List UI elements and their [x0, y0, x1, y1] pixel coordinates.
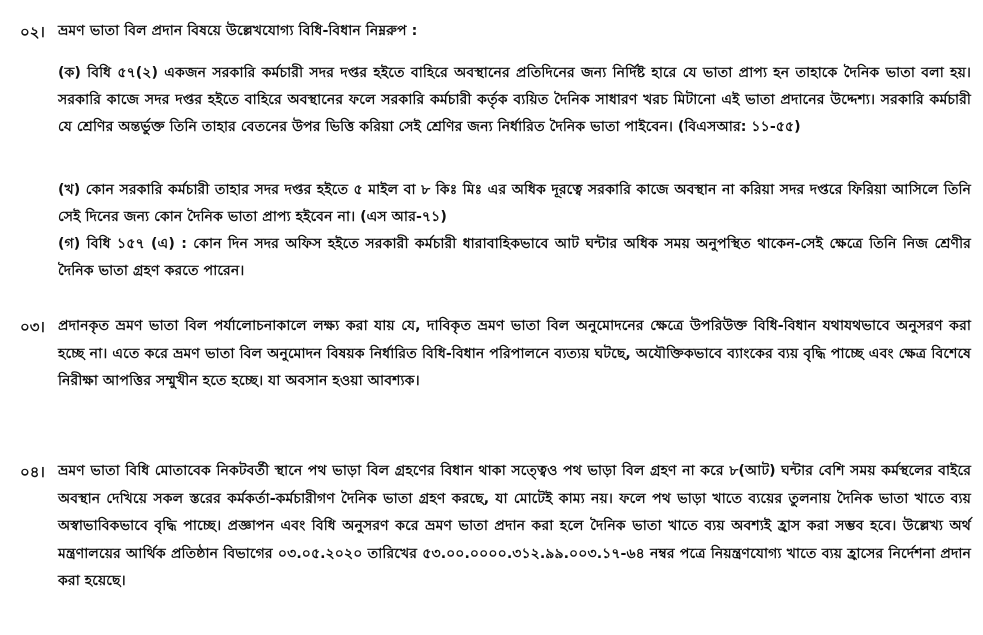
rule-item-ga [58, 231, 971, 285]
rule-item-kha [58, 177, 971, 231]
section-number: ০৪। [20, 463, 45, 481]
section-heading: ভ্রমণ ভাতা বিল প্রদান বিষয়ে উল্লেখযোগ্য বিধি-বিধান নিম্নরুপ : [58, 23, 418, 39]
rule-item-text: (ক) বিধি ৫৭(২) একজন সরকারি কর্মচারী সদর দপ্তর হইতে বাহিরে অবস্থানের প্রতিদিনের জন্য নির্দিষ্ট হারে যে ভাতা প্রাপ্য হন তাহাকে দৈনিক ভাতা বলা হয়। সরকারি কাজে সদর দপ্তর হইতে বাহিরে অবস্থানের ফলে সরকারি কর্মচারী কর্তৃক ব্যয়িত দৈনিক সাধারণ খরচ মিটানো এই ভাতা প্রদানের উদ্দেশ্য। সরকারি কর্মচারী যে শ্রেণির অন্তর্ভুক্ত তিনি তাহার বেতনের উপর ভিত্তি করিয়া সেই শ্রেণির জন্য নির্ধারিত দৈনিক ভাতা পাইবেন। (বিএসআর: ১১-৫৫) [58, 65, 971, 135]
rule-item-text: (গ) বিধি ১৫৭ (এ) : কোন দিন সদর অফিস হইতে সরকারী কর্মচারী ধারাবাহিকভাবে আট ঘন্টার অধিক সময় অনুপস্থিত থাকেন-সেই ক্ষেত্রে তিনি নিজ শ্রেণীর দৈনিক ভাতা গ্রহণ করতে পারেন। [58, 236, 971, 279]
section-paragraph: প্রদানকৃত ভ্রমণ ভাতা বিল পর্যালোচনাকালে লক্ষ্য করা যায় যে, দাবিকৃত ভ্রমণ ভাতা বিল অনুমোদনের ক্ষেত্রে উপরিউক্ত বিধি-বিধান যথাযথভাবে অনুসরণ করা হচ্ছে না। এতে করে ভ্রমণ ভাতা বিল অনুমোদন বিষয়ক নির্ধারিত বিধি-বিধান পরিপালনে ব্যত্যয় ঘটছে, অযৌক্তিকভাবে ব্যাংকের ব্যয় বৃদ্ধি পাচ্ছে এবং ক্ষেত্র বিশেষে নিরীক্ষা আপত্তির সম্মুখীন হতে হচ্ছে। যা অবসান হওয়া আবশ্যক। [58, 318, 971, 389]
section-number: ০২। [20, 23, 45, 41]
rule-item-ka [58, 60, 971, 141]
section-paragraph: ভ্রমণ ভাতা বিধি মোতাবেক নিকটবর্তী স্থানে পথ ভাড়া বিল গ্রহণের বিধান থাকা সত্ত্বেও পথ ভাড়া বিল গ্রহণ না করে ৮(আট) ঘন্টার বেশি সময় কর্মস্থলের বাইরে অবস্থান দেখিয়ে সকল স্তরের কর্মকর্তা-কর্মচারীগণ দৈনিক ভাতা গ্রহণ করছে, যা মোটেই কাম্য নয়। ফলে পথ ভাড়া খাতে ব্যয়ের তুলনায় দৈনিক ভাতা খাতে ব্যয় অস্বাভাবিকভাবে বৃদ্ধি পাচ্ছে। প্রজ্ঞাপন এবং বিধি অনুসরণ করে ভ্রমণ ভাতা প্রদান করা হলে দৈনিক ভাতা খাতে ব্যয় অবশ্যই হ্রাস করা সম্ভব হবে। উল্লেখ্য অর্থ মন্ত্রণালয়ের আর্থিক প্রতিষ্ঠান বিভাগের ০৩.০৫.২০২০ তারিখের ৫৩.০০.০০০০.৩১২.৯৯.০০৩.১৭-৬৪ নম্বর পত্রে নিয়ন্ত্রণযোগ্য খাতে ব্যয় হ্রাসের নির্দেশনা প্রদান করা হয়েছে। [58, 463, 971, 589]
rule-item-text: (খ) কোন সরকারি কর্মচারী তাহার সদর দপ্তর হইতে ৫ মাইল বা ৮ কিঃ মিঃ এর অধিক দূরত্বে সরকারি কাজে অবস্থান না করিয়া সদর দপ্তরে ফিরিয়া আসিলে তিনি সেই দিনের জন্য কোন দৈনিক ভাতা প্রাপ্য হইবেন না। (এস আর-৭১) [58, 182, 971, 225]
section-number: ০৩। [20, 318, 45, 336]
